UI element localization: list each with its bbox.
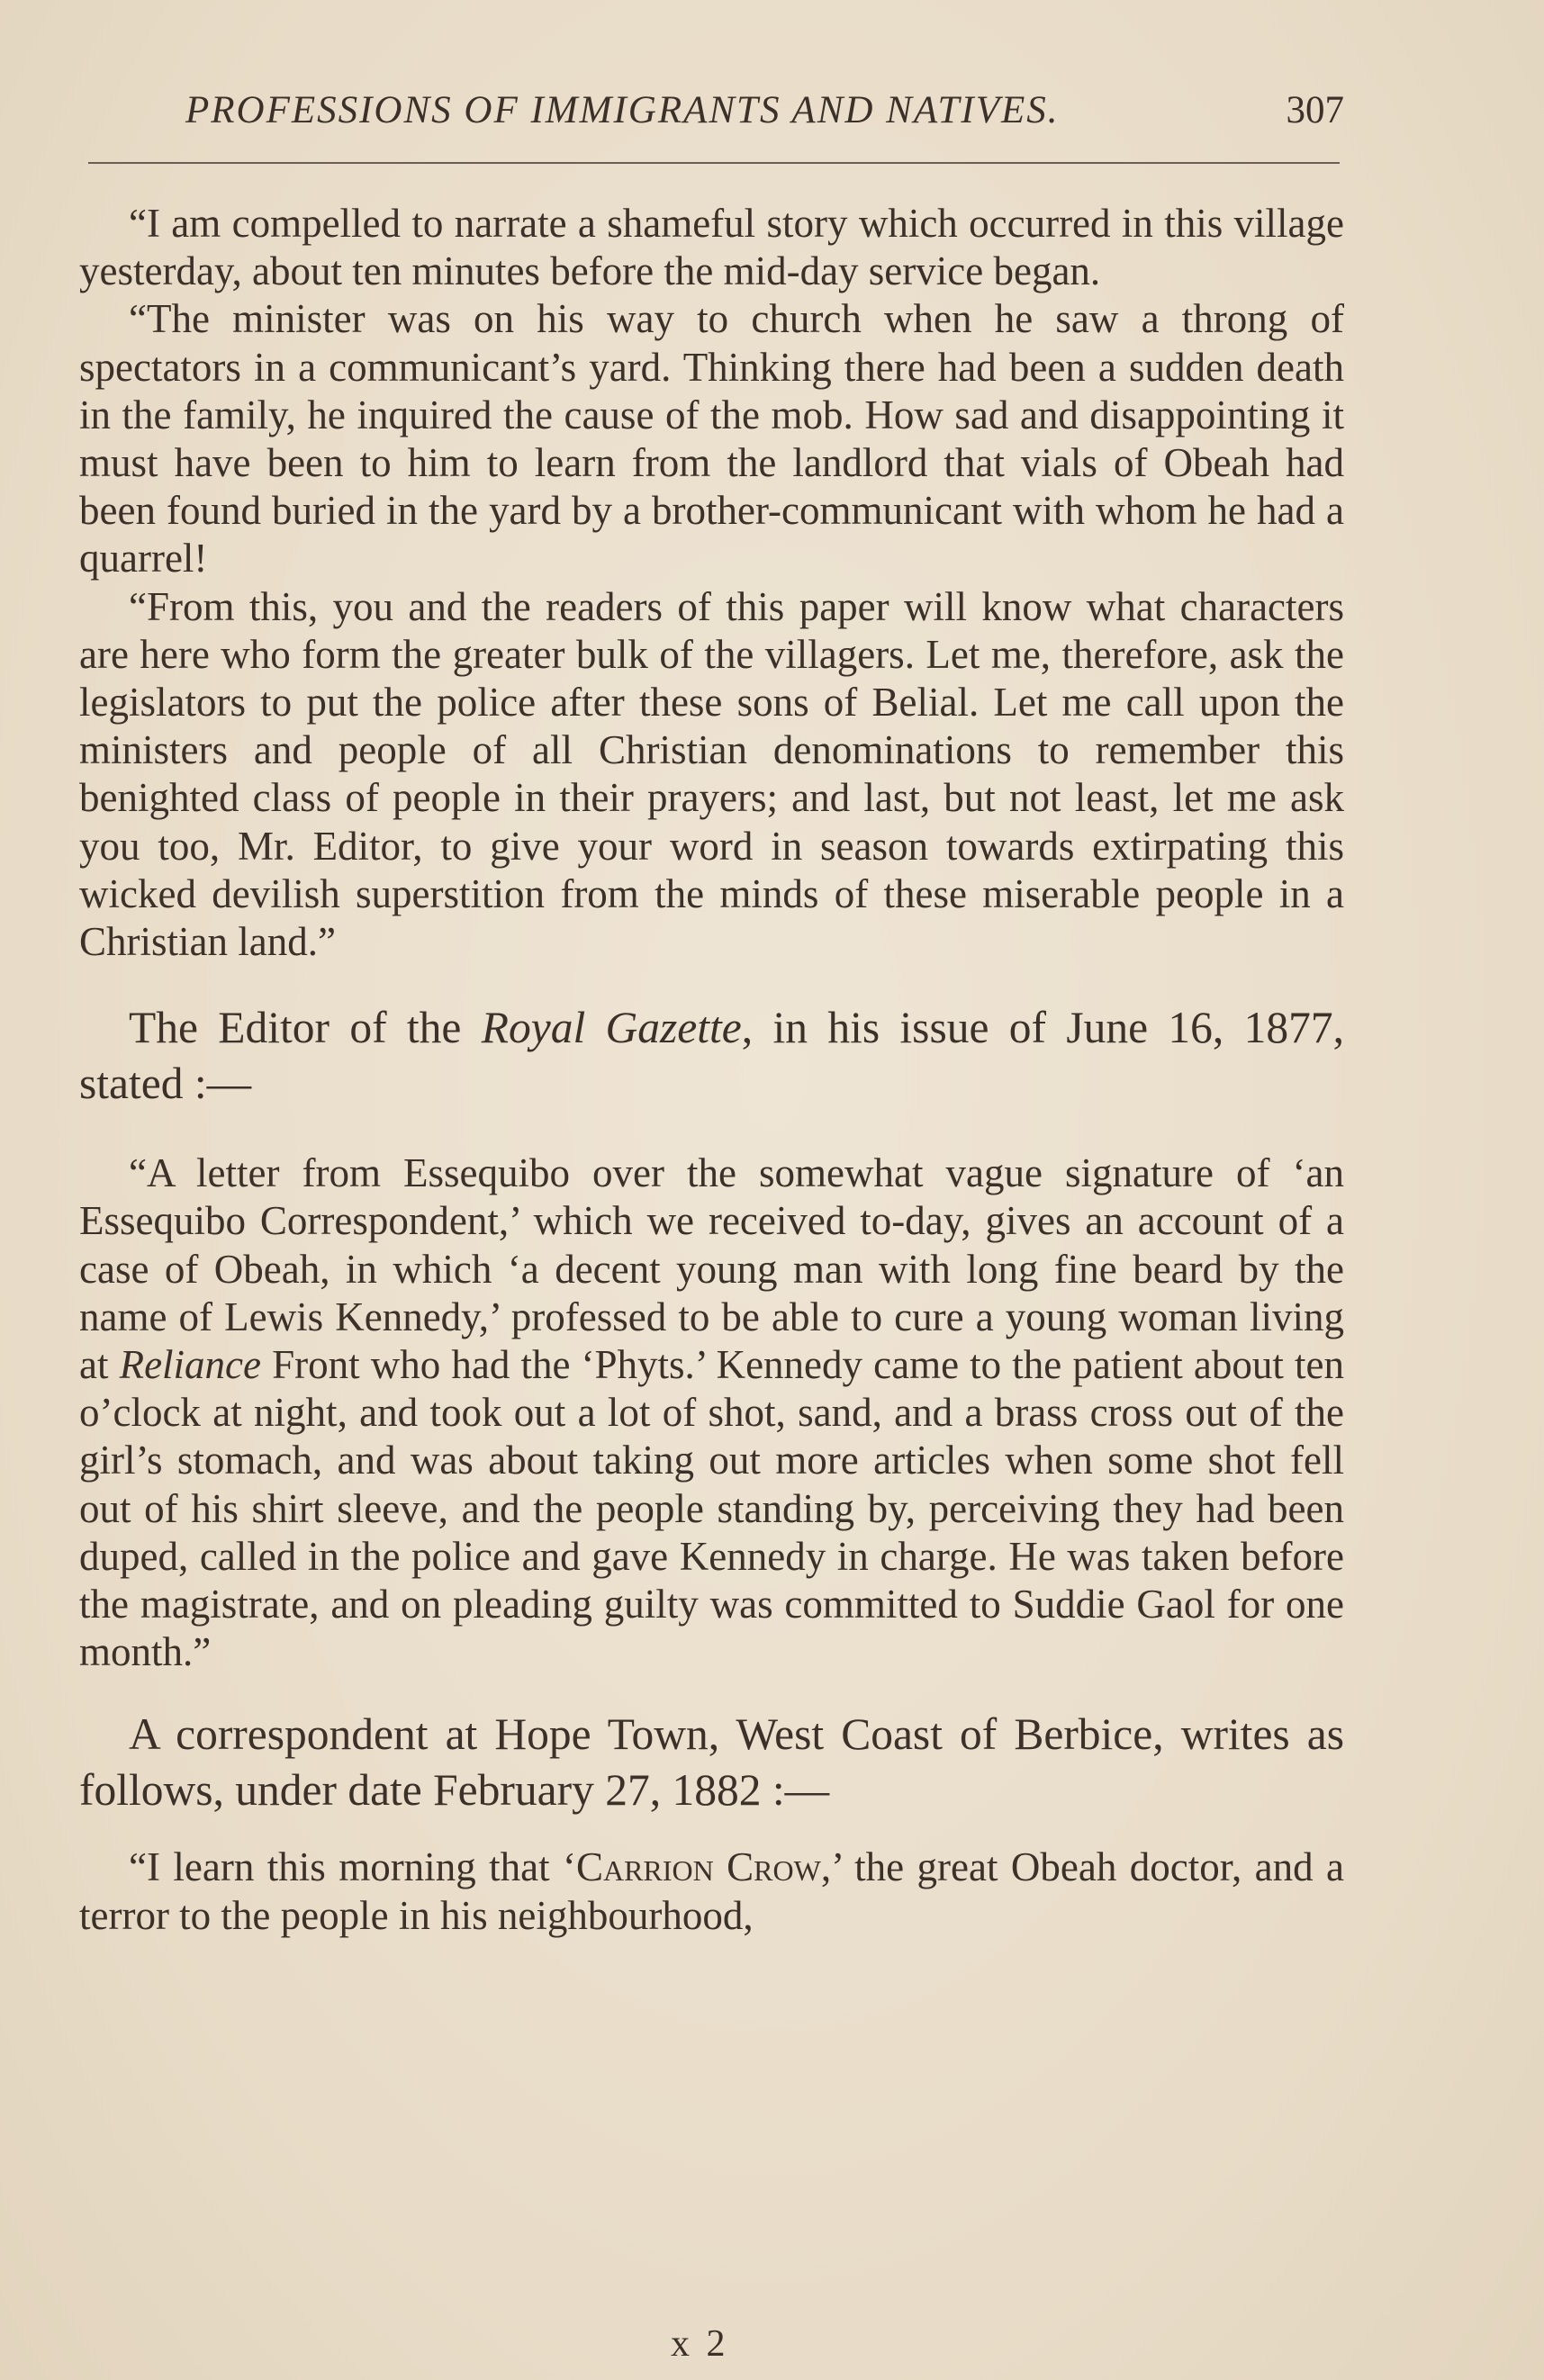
paragraph-5 xyxy=(79,1149,1344,1676)
paragraph-2: “The minister was on his way to church when he saw a throng of spectators in a communicant’s yard. Thinking there had been a sudden death in the family, he inquired the cause of the mob. How sad and disappointing it must have been to him to learn from the landlord that vials of Obeah had been found buried in the yard by a brother-communicant with whom he had a quarrel! xyxy=(79,296,1344,581)
paragraph-3: “From this, you and the readers of this paper will know what characters are here who form the greater bulk of the villagers. Let me, therefore, ask the legislators to put the police after these sons of Belial. Let me call upon the ministers and people of all Christian denominations to remember this benighted class of people in their prayers; and last, but not least, let me ask you too, Mr. Editor, to give your word in season towards extirpating this wicked devilish superstition from the minds of these miserable people in a Christian land.” xyxy=(79,583,1344,965)
nickname: Carrion Crow xyxy=(576,1844,821,1890)
hope-town-quote xyxy=(79,1844,1344,1939)
running-title: PROFESSIONS OF IMMIGRANTS AND NATIVES. xyxy=(185,89,1060,131)
page-header xyxy=(79,88,1344,142)
signature-mark: x 2 xyxy=(671,2323,729,2365)
p5-text-start: “A letter from Essequibo over the somewhat vague signature of ‘an Essequibo Correspondent,’ which we received to-day, gives an account of a case of Obeah, in which ‘a decent young man with long fine beard by the name of Lewis Kennedy,’ professed to be able to cure a young woman living at xyxy=(79,1150,1344,1388)
page-number: 307 xyxy=(1286,89,1344,131)
estate-name: Reliance xyxy=(119,1342,262,1388)
p5-text-end: Front who had the ‘Phyts.’ Kennedy came to the patient about ten o’clock at night, and took out a lot of shot, sand, and a brass cross out of the girl’s stomach, and was about taking out more articles when some shot fell out of his shirt sleeve, and the people standing by, perceiving they had been duped, called in the police and gave Kennedy in charge. He was taken before the magistrate, and on pleading guilty was committed to Suddie Gaol for one month.” xyxy=(79,1342,1344,1675)
p7-text-end: ,’ the great Obeah doctor, and a terror to the people in his neighbourhood, xyxy=(79,1844,1344,1938)
newspaper-title: Royal Gazette xyxy=(481,1003,742,1053)
correspondent-intro xyxy=(79,1707,1344,1818)
p4-text-end: , in his issue of June 16, 1877, stated :— xyxy=(79,1003,1344,1109)
paragraph-4 xyxy=(79,1000,1344,1112)
gazette-quote xyxy=(79,1149,1344,1676)
body-text xyxy=(79,200,1344,1940)
p7-text-start: “I learn this morning that ‘ xyxy=(129,1844,577,1890)
editor-intro xyxy=(79,1000,1344,1112)
p4-text-start: The Editor of the xyxy=(129,1003,482,1053)
header-rule xyxy=(88,162,1340,164)
paragraph-6: A correspondent at Hope Town, West Coast of Berbice, writes as follows, under date February 27, 1882 :— xyxy=(79,1709,1344,1816)
paragraph-7 xyxy=(79,1844,1344,1939)
paragraph-1: “I am compelled to narrate a shameful story which occurred in this village yesterday, about ten minutes before the mid-day service began. xyxy=(79,201,1344,294)
quoted-letter xyxy=(79,200,1344,966)
